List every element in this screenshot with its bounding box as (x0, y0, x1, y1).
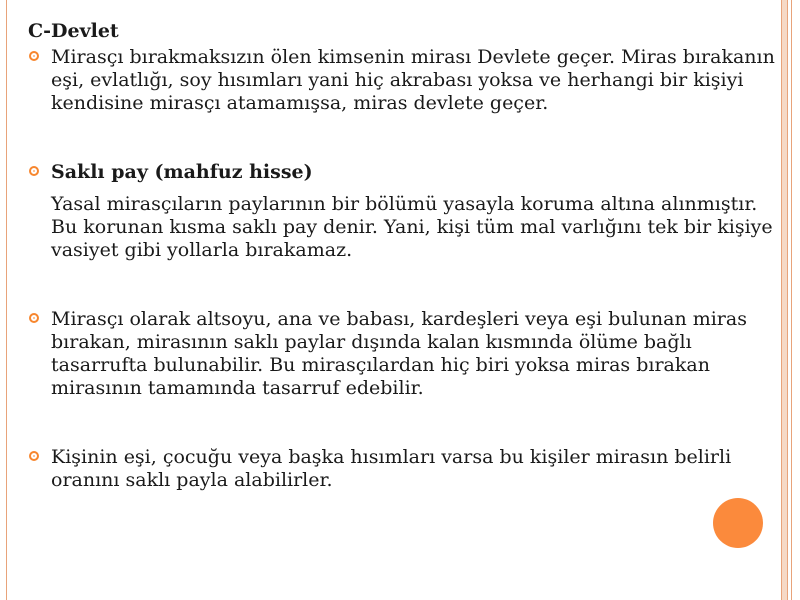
slide-heading: C-Devlet (28, 20, 119, 42)
bullet-circle-icon (29, 451, 39, 461)
slide-content (28, 20, 778, 492)
bullet-text: Kişinin eşi, çocuğu veya başka hısımları varsa bu kişiler mirasın belirli oranını saklı payla alabilirler. (51, 446, 732, 491)
bullet-text: Mirasçı olarak altsoyu, ana ve babası, kardeşleri veya eşi bulunan miras bırakan, mirasının saklı paylar dışında kalan kısmında ölüme bağlı tasarrufta bulunabilir. Bu mirasçılardan hiç biri yoksa miras bırakan mirasının tamamında tasarruf edebilir. (51, 308, 747, 399)
bullet-item (28, 308, 778, 400)
bullet-title: Saklı pay (mahfuz hisse) (51, 161, 313, 183)
bullet-circle-icon (29, 51, 39, 61)
frame-right-line-2 (787, 0, 788, 600)
bullet-item (28, 46, 778, 115)
bullet-circle-icon (29, 166, 39, 176)
bullet-item (28, 446, 778, 492)
bullet-text: Mirasçı bırakmaksızın ölen kimsenin mirası Devlete geçer. Miras bırakanın eşi, evlatlığı, soy hısımları yani hiç akrabası yoksa ve herhangi bir kişiyi kendisine mirasçı atamamışsa, miras devlete geçer. (51, 46, 775, 114)
frame-right-line-3 (791, 0, 792, 600)
decorative-circle-icon (713, 498, 763, 548)
frame-right-line-1 (781, 0, 782, 600)
bullet-text: Yasal mirasçıların paylarının bir bölümü yasayla koruma altına alınmıştır. Bu korunan kısma saklı pay denir. Yani, kişi tüm mal varlığını tek bir kişiye vasiyet gibi yollarla bırakamaz. (51, 193, 773, 261)
frame-left-line (6, 0, 7, 600)
bullet-circle-icon (29, 313, 39, 323)
bullet-item (28, 161, 778, 184)
